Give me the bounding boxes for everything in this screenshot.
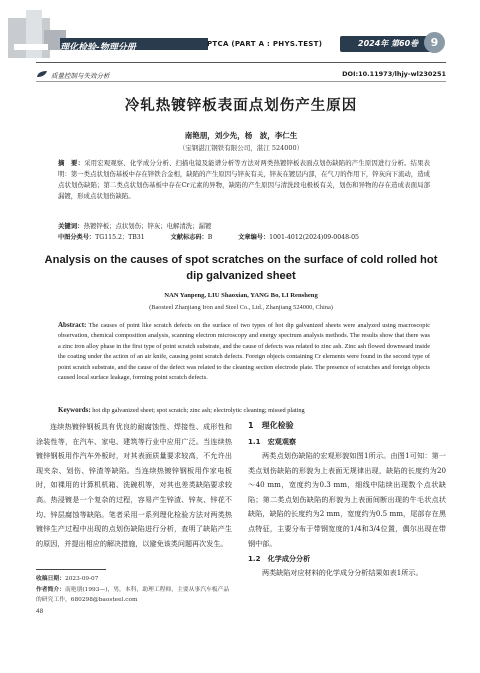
journal-logo: [0, 8, 96, 64]
leaf-icon: [36, 70, 48, 80]
doi-rule: [36, 81, 446, 82]
issue-number: 9: [424, 32, 445, 53]
section-tag: [36, 70, 110, 80]
keywords-cn-text: 热镀锌板；点状划伤；锌灰；电解清洗；漏镀: [83, 222, 212, 230]
received-label: 收稿日期：: [36, 576, 65, 582]
article-title-en: Analysis on the causes of spot scratches on the surface of cold rolled hot dip galvanized sheet: [44, 254, 438, 282]
paragraph-1-2: 两类缺陷对应材料的化学成分分析结果如表1所示。: [262, 568, 423, 578]
abstract-en: [58, 320, 430, 383]
author-bio-text: 南艳朋(1993—)，男，本科，助理工程师，主要从事汽车板产品的研究工作，680298@baosteel.com: [36, 586, 230, 603]
subsection-heading-1-2: 1.2 化学成分分析: [248, 554, 311, 564]
doc-code-label: 文献标志码：: [170, 234, 208, 241]
footnote: [36, 574, 232, 606]
article-title-cn: 冷轧热镀锌板表面点划伤产生原因: [124, 98, 358, 114]
article-id-value: 1001-4012(2024)09-0048-05: [269, 234, 359, 241]
doc-code-value: B: [207, 234, 213, 241]
authors-cn: 南艳朋，刘少先，杨 波，李仁生: [184, 131, 298, 140]
article-id-label: 文章编号：: [238, 234, 270, 241]
journal-name: 理化检验-物理分册: [60, 43, 136, 53]
affiliation-en: (Baosteel Zhanjiang Iron and Steel Co., Ltd., Zhanjiang 524000, China): [149, 304, 333, 311]
received-value: 2023-09-07: [65, 576, 99, 582]
journal-english-name: PTCA (PART A : PHYS.TEST): [207, 40, 323, 48]
right-column: [248, 420, 446, 581]
keywords-cn-label: 关键词：: [58, 222, 84, 230]
section-label: 质量控制与失效分析: [51, 71, 110, 80]
doi: DOI:10.11973/lhjy-wl230251: [342, 70, 446, 78]
subsection-heading-1-1: 1.1 宏观观察: [248, 437, 297, 446]
header-rule: [36, 62, 446, 63]
footnote-rule: [36, 569, 106, 570]
abstract-en-text: The causes of point like scratch defects on the surface of two types of hot dip galvanized sheets were analyzed using macroscopic observation, chemical composition analysis, scanning electron microscopy and energy spectrum analysis methods. The results show that there was a zinc iron alloy phase in the first type of point scratch substrate, and the cause of defects was related to zinc ash. Zinc ash flowed downward inside the coating under the action of an air knife, causing point scratch defects. Foreign objects containing Cr elements were found in the second type of point scratch substrate, and the cause of the defect was related to the cleaning section electrode plate. The presence of scratches and foreign objects caused local surface leakage, forming point scratch defects.: [58, 322, 431, 382]
affiliation-cn: （宝钢湛江钢铁有限公司，湛江 524000）: [178, 144, 304, 152]
keywords-cn: [58, 221, 430, 230]
paragraph-1-1: 两类点划伤缺陷的宏观形貌如图1所示。由图1可知：第一类点划伤缺陷的形貌为上表面无规律出现，缺陷的长度约为20～40 mm，宽度约为0.3 mm，细线中陆续出现数个点状缺陷；第二类点划伤缺陷的形貌为上表面间断出现的牛毛状点状缺陷，缺陷的长度约为2 mm，宽度约为0.5 mm，尾部存在黑点特征，主要分布于带钢宽度的1/4和3/4位置，偶尔出现在带钢中部。: [248, 451, 446, 548]
abstract-en-label: Abstract:: [58, 321, 87, 329]
keywords-en-label: Keywords:: [58, 406, 91, 414]
author-bio: [36, 585, 232, 606]
abstract-cn-label: 摘 要：: [58, 159, 85, 167]
keywords-en-text: hot dip galvanized sheet; spot scratch; zinc ash; electrolytic cleaning; missed plating: [92, 407, 305, 414]
page-number: 48: [36, 608, 44, 615]
abstract-cn-text: 采用宏观观察、化学成分分析、扫描电镜及能谱分析等方法对两类热镀锌板表面点划伤缺陷的产生原因进行分析。结果表明：第一类点状划伤基板中存在锌铁合金相，缺陷的产生原因与锌灰有关，锌灰在镀层内部，在气刀的作用下，锌灰向下流动，造成点状划伤缺陷；第二类点状划伤基板中存在Cr元素的异物，缺陷的产生原因与清洗段电极板有关，划伤和异物的存在造成表面局部漏镀，形成点状划伤缺陷。: [58, 159, 431, 200]
year-volume: 2024年 第60卷: [358, 39, 419, 48]
clc-value: TG115.2；TB31: [95, 234, 145, 241]
abstract-cn: [58, 158, 430, 202]
section-heading-1: 1 理化检验: [248, 421, 294, 430]
intro-paragraph: 连续热镀锌钢板具有优良的耐腐蚀性、焊接性、成形性和涂装性等，在汽车、家电、建筑等行业中应用广泛。当连续热镀锌钢板用作汽车外板时，对其表面质量要求较高，不允许出现夹杂、划伤、锌渣等缺陷。当连续热镀锌钢板用作家电板时，如裸用的计算机机箱、洗碗机等，对其也差类缺陷要求较高。热浸镀是一个复杂的过程，容易产生锌渣、锌灰、锌花不均、锌层腐蚀等缺陷。笔者采用一系列理化检验方法对两类热镀锌生产过程中出现的点划伤缺陷进行分析，查明了缺陷产生的原因，并提出相应的解决措施，以避免该类问题再次发生。: [36, 422, 232, 548]
keywords-en: [58, 406, 430, 414]
received-date: [36, 574, 232, 585]
clc-label: 中图分类号：: [58, 234, 96, 241]
author-bio-label: 作者简介：: [36, 586, 65, 593]
classification-line: [58, 232, 430, 241]
authors-en: NAN Yanpeng, LIU Shaoxian, YANG Bo, LI Rensheng: [164, 292, 318, 299]
